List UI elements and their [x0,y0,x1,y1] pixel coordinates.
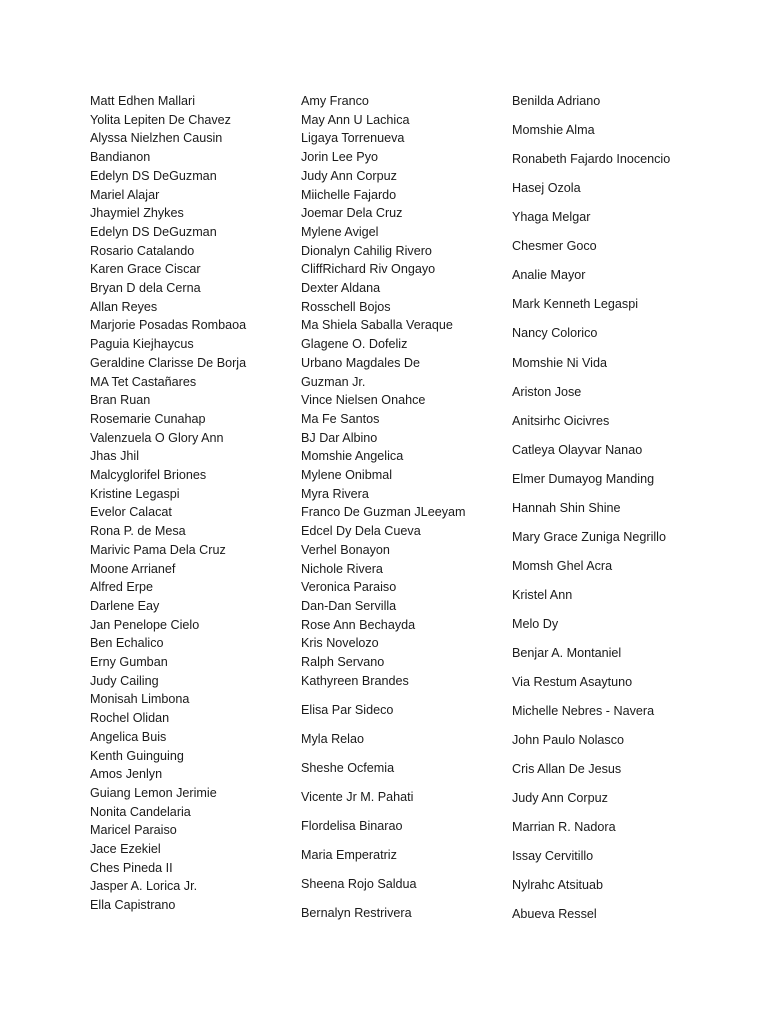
name-entry: May Ann U Lachica [301,112,410,127]
name-entry: BJ Dar Albino [301,430,378,445]
name-entry: Mark Kenneth Legaspi [512,297,639,312]
name-entry: Maricel Paraiso [90,823,177,838]
name-entry: Joemar Dela Cruz [301,206,403,221]
name-entry: Ma Fe Santos [301,411,380,426]
name-entry: Bandianon [90,150,151,165]
name-entry: Kristine Legaspi [90,486,180,501]
name-entry: Judy Ann Corpuz [301,168,397,183]
name-entry: Myla Relao [301,732,364,747]
name-entry: Bran Ruan [90,393,151,408]
name-entry: Issay Cervitillo [512,849,594,864]
name-entry: Alyssa Nielzhen Causin [90,131,223,146]
name-entry: Guzman Jr. [301,374,366,389]
name-entry: Ralph Servano [301,655,385,669]
name-entry: Yhaga Melgar [512,210,591,225]
name-entry: Momshie Angelica [301,449,404,464]
name-entry: Rosschell Bojos [301,299,391,314]
name-entry: Jhaymiel Zhykes [90,206,184,221]
name-entry: Paguia Kiejhaycus [90,337,194,352]
name-entry: Karen Grace Ciscar [90,262,201,277]
name-entry: Ariston Jose [512,384,582,399]
name-entry: Bernalyn Restrivera [301,906,412,921]
name-entry: Ben Echalico [90,636,164,651]
name-entry: Verhel Bonayon [301,542,390,557]
name-entry: Benilda Adriano [512,94,601,108]
name-entry: Mariel Alajar [90,187,160,202]
name-entry: Nylrahc Atsituab [512,878,603,893]
name-entry: Chesmer Goco [512,239,597,254]
name-entry: Kathyreen Brandes [301,673,409,688]
name-entry: Dionalyn Cahilig Rivero [301,243,432,258]
name-entry: Benjar A. Montaniel [512,646,622,660]
name-entry: Matt Edhen Mallari [90,94,195,108]
name-entry: Amy Franco [301,94,369,108]
name-entry: Glagene O. Dofeliz [301,337,408,352]
name-entry: Sheena Rojo Saldua [301,877,417,892]
name-entry: Angelica Buis [90,729,167,744]
name-entry: Hasej Ozola [512,181,581,196]
name-entry: Kristel Ann [512,587,573,602]
name-entry: Vince Nielsen Onahce [301,393,426,408]
name-entry: Malcyglorifel Briones [90,468,207,482]
name-entry: Alfred Erpe [90,580,153,595]
name-entry: Analie Mayor [512,268,586,283]
name-entry: John Paulo Nolasco [512,733,625,748]
name-entry: Rosario Catalando [90,243,195,258]
name-entry: Nichole Rivera [301,561,383,576]
name-entry: Rosemarie Cunahap [90,411,206,426]
name-entry: Maria Emperatriz [301,848,397,863]
name-entry: Rochel Olidan [90,711,170,726]
name-entry: Mylene Onibmal [301,468,392,482]
name-entry: Moone Arrianef [90,561,176,576]
name-entry: Darlene Eay [90,598,160,613]
name-entry: Valenzuela O Glory Ann [90,430,224,445]
name-entry: Ella Capistrano [90,898,176,913]
name-entry: Judy Cailing [90,673,159,688]
name-entry: Jorin Lee Pyo [301,150,379,165]
name-entry: Momsh Ghel Acra [512,558,613,573]
name-entry: Allan Reyes [90,299,158,314]
name-entry: Marjorie Posadas Rombaoa [90,318,247,333]
name-entry: Ma Shiela Saballa Veraque [301,318,453,333]
name-entry: Marivic Pama Dela Cruz [90,542,226,557]
name-entry: Jhas Jhil [90,449,139,464]
name-entry: Dexter Aldana [301,281,381,295]
name-entry: Evelor Calacat [90,505,172,520]
name-entry: Edelyn DS DeGuzman [90,168,217,183]
name-entry: Momshie Alma [512,123,595,138]
name-entry: Anitsirhc Oicivres [512,413,610,428]
name-entry: Judy Ann Corpuz [512,791,608,806]
name-entry: Mary Grace Zuniga Negrillo [512,529,666,544]
name-entry: Ligaya Torrenueva [301,131,405,146]
name-entry: Sheshe Ocfemia [301,761,395,776]
name-entry: Urbano Magdales De [301,355,421,370]
name-entry: Kris Novelozo [301,636,379,651]
name-entry: Mylene Avigel [301,224,379,239]
name-entry: CliffRichard Riv Ongayo [301,262,436,277]
name-entry: Jan Penelope Cielo [90,617,200,632]
name-entry: Via Restum Asaytuno [512,675,633,689]
name-entry: Nonita Candelaria [90,804,191,819]
name-entry: Momshie Ni Vida [512,355,607,370]
name-entry: MA Tet Castañares [90,374,197,389]
name-entry: Marrian R. Nadora [512,820,616,835]
name-entry: Myra Rivera [301,486,369,501]
name-entry: Rose Ann Bechayda [301,617,416,632]
name-entry: Melo Dy [512,616,559,631]
name-entry: Erny Gumban [90,655,168,669]
name-entry: Jasper A. Lorica Jr. [90,879,198,894]
name-entry: Catleya Olayvar Nanao [512,442,643,457]
name-entry: Geraldine Clarisse De Borja [90,355,247,370]
name-entry: Kenth Guinguing [90,748,184,763]
name-entry: Elisa Par Sideco [301,703,394,718]
name-entry: Amos Jenlyn [90,767,163,782]
name-entry: Dan-Dan Servilla [301,598,397,613]
name-entry: Bryan D dela Cerna [90,281,201,295]
name-entry: Jace Ezekiel [90,842,161,856]
name-entry: Hannah Shin Shine [512,500,621,515]
name-entry: Yolita Lepiten De Chavez [90,112,231,127]
name-entry: Ronabeth Fajardo Inocencio [512,152,671,167]
name-entry: Monisah Limbona [90,692,190,707]
name-entry: Vicente Jr M. Pahati [301,790,414,805]
name-entry: Cris Allan De Jesus [512,762,622,777]
name-entry: Elmer Dumayog Manding [512,471,655,486]
name-entry: Abueva Ressel [512,907,597,922]
name-entry: Nancy Colorico [512,326,598,341]
name-entry: Edcel Dy Dela Cueva [301,524,421,539]
name-entry: Flordelisa Binarao [301,819,403,834]
name-entry: Edelyn DS DeGuzman [90,224,217,239]
name-entry: Ches Pineda II [90,860,173,875]
name-entry: Veronica Paraiso [301,580,397,595]
name-entry: Michelle Nebres - Navera [512,704,655,718]
name-entry: Guiang Lemon Jerimie [90,785,217,800]
name-entry: Rona P. de Mesa [90,524,186,539]
name-entry: Miichelle Fajardo [301,187,397,202]
name-entry: Franco De Guzman JLeeyam [301,505,466,520]
